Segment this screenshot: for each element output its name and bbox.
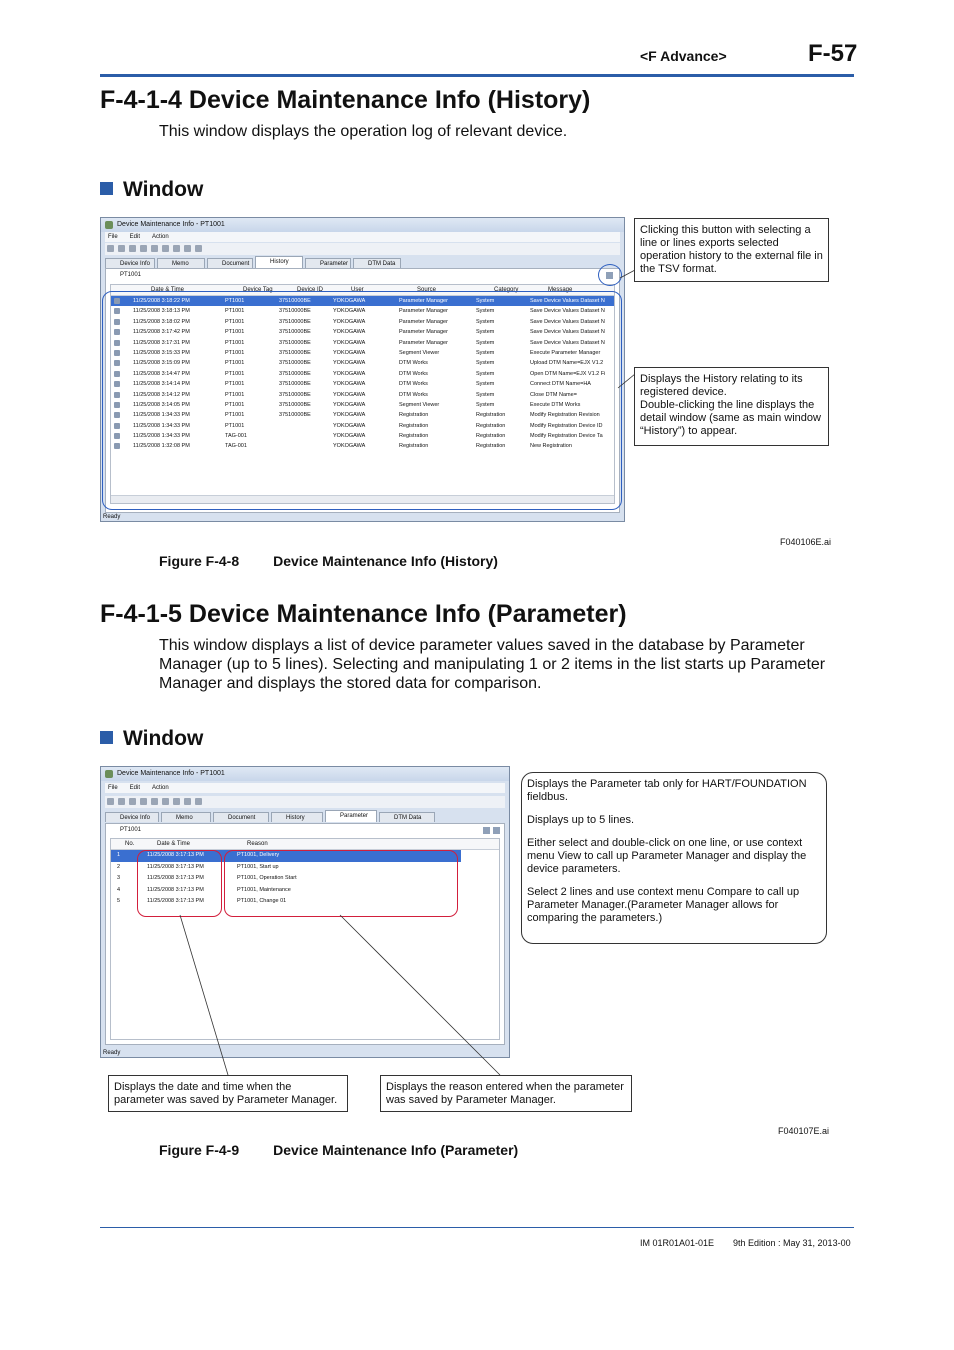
table-cell: 11/25/2008 3:17:31 PM	[133, 339, 190, 346]
column-header[interactable]: Device ID	[297, 287, 324, 293]
copy-icon[interactable]	[173, 798, 180, 805]
table-cell: System	[476, 391, 495, 398]
menu-edit[interactable]: Edit	[129, 234, 141, 240]
tab-dtm-data[interactable]: DTM Data	[353, 258, 401, 268]
callout-line: Either select and double-click on one line, or use context menu View to call up Parameter Manager and display the device parameters.	[527, 837, 807, 875]
table-cell: 11/25/2008 3:17:13 PM	[147, 886, 204, 893]
table-cell: YOKOGAWA	[333, 329, 366, 336]
tab-parameter[interactable]: Parameter	[305, 258, 351, 268]
table-cell: 11/25/2008 1:34:33 PM	[133, 412, 190, 419]
table-cell: 11/25/2008 1:34:33 PM	[133, 422, 190, 429]
callout-history-rows: Displays the History relating to its registered device. Double-clicking the line displays the detail window (same as main window “History”) to appear.	[634, 367, 829, 446]
window-heading-history: Window	[100, 178, 203, 202]
table-cell: Modify Registration Revision	[530, 412, 600, 419]
table-cell: System	[476, 381, 495, 388]
table-cell: YOKOGAWA	[333, 422, 366, 429]
properties-icon[interactable]	[162, 245, 169, 252]
header-rule	[100, 74, 854, 77]
table-cell: Registration	[476, 433, 506, 440]
tab-dtm-data[interactable]: DTM Data	[379, 812, 435, 822]
save-icon[interactable]	[107, 245, 114, 252]
column-header[interactable]: Message	[548, 287, 573, 293]
table-cell: Modify Registration Device ID	[530, 422, 603, 429]
menu-bar	[105, 783, 505, 793]
table-cell: YOKOGAWA	[333, 298, 366, 304]
table-cell: Save Device Values Dataset N	[530, 339, 605, 346]
table-cell: YOKOGAWA	[333, 370, 366, 377]
callout-parameter	[521, 772, 827, 944]
callout-date: Displays the date and time when the parameter was saved by Parameter Manager.	[108, 1075, 348, 1112]
table-cell: PT1001, Operation Start	[237, 875, 297, 882]
column-header[interactable]: Category	[494, 287, 519, 293]
network-icon[interactable]	[195, 798, 202, 805]
column-header[interactable]: Date & Time	[157, 841, 191, 847]
table-cell: Parameter Manager	[399, 318, 448, 325]
callout-line: Displays up to 5 lines.	[527, 814, 634, 826]
table-cell: 11/25/2008 3:17:13 PM	[147, 852, 204, 858]
new-icon[interactable]	[118, 798, 125, 805]
table-cell: PT1001	[225, 360, 245, 367]
toolbar	[105, 243, 620, 255]
table-cell: YOKOGAWA	[333, 308, 366, 315]
table-cell: 3	[117, 875, 121, 882]
table-cell: YOKOGAWA	[333, 443, 366, 450]
caption-title: Device Maintenance Info (Parameter)	[273, 1142, 519, 1158]
column-header[interactable]: Source	[417, 287, 437, 293]
table-cell: Parameter Manager	[399, 329, 448, 336]
table-cell: PT1001, Delivery	[237, 852, 280, 858]
table-cell: Registration	[399, 433, 429, 440]
window-title: Device Maintenance Info - PT1001	[117, 770, 225, 777]
table-cell: YOKOGAWA	[333, 381, 366, 388]
table-cell: 1	[117, 852, 121, 858]
app-icon	[105, 221, 113, 229]
tab-strip	[105, 257, 620, 268]
callout-reason: Displays the reason entered when the parameter was saved by Parameter Manager.	[380, 1075, 632, 1112]
table-cell: YOKOGAWA	[333, 412, 366, 419]
table-cell: Registration	[476, 412, 506, 419]
table-cell: PT1001	[225, 308, 245, 315]
figure-id: F040107E.ai	[778, 1126, 830, 1136]
table-cell: DTM Works	[399, 391, 428, 398]
table-cell: DTM Works	[399, 370, 428, 377]
window-titlebar[interactable]	[101, 218, 624, 232]
device-tag-label: PT1001	[120, 827, 142, 833]
table-cell: YOKOGAWA	[333, 401, 366, 408]
section-intro-parameter: This window displays a list of device parameter values saved in the database by Parameter Manager (up to 5 lines). Selecting and manipulating 1 or 2 items in the list starts up Parameter Manager and displays the stored data for comparison.	[159, 637, 826, 692]
table-cell: System	[476, 329, 495, 336]
menu-file[interactable]: File	[108, 234, 118, 240]
table-cell: System	[476, 360, 495, 367]
table-cell: Save Device Values Dataset N	[530, 318, 605, 325]
section-title-parameter: F-4-1-5 Device Maintenance Info (Parameter)	[100, 600, 627, 628]
table-cell: Parameter Manager	[399, 298, 448, 304]
table-cell: 11/25/2008 3:14:05 PM	[133, 401, 190, 408]
table-cell: PT1001	[225, 329, 245, 336]
table-cell: Parameter Manager	[399, 339, 448, 346]
table-cell: Save Device Values Dataset N	[530, 298, 605, 304]
table-cell: 37510000BE	[279, 391, 311, 398]
table-cell: Registration	[399, 412, 429, 419]
column-header[interactable]: Date & Time	[151, 287, 185, 293]
edition: 9th Edition : May 31, 2013-00	[733, 1238, 851, 1248]
table-cell: PT1001	[225, 349, 245, 356]
edit-icon[interactable]	[129, 798, 136, 805]
properties-icon[interactable]	[162, 798, 169, 805]
table-cell: PT1001, Change 01	[237, 898, 287, 905]
new-icon[interactable]	[118, 245, 125, 252]
caption-label: Figure F-4-9	[159, 1142, 240, 1158]
column-header[interactable]: Reason	[247, 841, 268, 847]
table-cell: System	[476, 401, 495, 408]
doc-id: IM 01R01A01-01E	[640, 1238, 715, 1248]
table-cell: PT1001	[225, 381, 245, 388]
table-cell: PT1001	[225, 318, 245, 325]
table-cell: Parameter Manager	[399, 308, 448, 315]
table-cell: PT1001, Maintenance	[237, 886, 291, 893]
table-cell: Save Device Values Dataset N	[530, 329, 605, 336]
table-cell: 11/25/2008 3:17:13 PM	[147, 898, 204, 905]
table-cell: 37510000BE	[279, 370, 311, 377]
history-rows-highlight	[102, 291, 622, 510]
callout-export: Clicking this button with selecting a line or lines exports selected operation history to the external file in the TSV format.	[634, 218, 829, 282]
table-cell: 11/25/2008 1:34:33 PM	[133, 433, 190, 440]
table-cell: System	[476, 370, 495, 377]
table-cell: YOKOGAWA	[333, 360, 366, 367]
table-cell: 11/25/2008 3:17:42 PM	[133, 329, 190, 336]
export-icon[interactable]	[493, 827, 500, 834]
table-cell: Segment Viewer	[399, 349, 440, 356]
compare-icon[interactable]	[483, 827, 490, 834]
table-cell: Execute DTM Works	[530, 401, 581, 408]
status-bar: Ready	[103, 1050, 121, 1056]
table-cell: YOKOGAWA	[333, 391, 366, 398]
table-cell: Modify Registration Device Ta	[530, 433, 603, 440]
table-cell: Save Device Values Dataset N	[530, 308, 605, 315]
table-cell: PT1001	[225, 412, 245, 419]
tab-device-info[interactable]: Device Info	[105, 258, 155, 268]
table-cell: DTM Works	[399, 360, 428, 367]
table-cell: System	[476, 339, 495, 346]
network-icon[interactable]	[195, 245, 202, 252]
table-cell: 37510000BE	[279, 381, 311, 388]
table-cell: Close DTM Name=	[530, 391, 577, 398]
delete-icon[interactable]	[140, 798, 147, 805]
table-cell: YOKOGAWA	[333, 339, 366, 346]
table-cell: 37510000BE	[279, 308, 311, 315]
figure-id: F040106E.ai	[780, 537, 832, 547]
footer-rule	[100, 1227, 854, 1228]
table-cell: 11/25/2008 3:17:13 PM	[147, 863, 204, 870]
device-row	[106, 269, 619, 281]
table-cell: 11/25/2008 3:17:13 PM	[147, 875, 204, 882]
table-cell: 11/25/2008 3:15:09 PM	[133, 360, 190, 367]
menu-file[interactable]: File	[108, 785, 118, 791]
section-intro-history: This window displays the operation log of relevant device.	[159, 123, 568, 140]
table-cell: Segment Viewer	[399, 401, 440, 408]
table-cell: YOKOGAWA	[333, 318, 366, 325]
table-cell: Upload DTM Name=EJX V1.2	[530, 360, 604, 367]
table-cell: YOKOGAWA	[333, 349, 366, 356]
menu-edit[interactable]: Edit	[129, 785, 141, 791]
save-icon[interactable]	[107, 798, 114, 805]
edit-icon[interactable]	[129, 245, 136, 252]
table-cell: 11/25/2008 3:18:13 PM	[133, 308, 190, 315]
table-cell: System	[476, 349, 495, 356]
table-cell: 11/25/2008 3:15:33 PM	[133, 349, 190, 356]
table-cell: New Registration	[530, 443, 572, 450]
table-cell: Registration	[476, 443, 506, 450]
tab-strip	[105, 811, 505, 822]
table-cell: System	[476, 318, 495, 325]
menu-bar	[105, 232, 620, 242]
tab-history[interactable]: History	[255, 256, 303, 268]
tab-document[interactable]: Document	[213, 812, 269, 822]
table-cell: 37510000BE	[279, 339, 311, 346]
table-cell: 11/25/2008 3:14:12 PM	[133, 391, 190, 398]
print-icon[interactable]	[184, 798, 191, 805]
status-bar: Ready	[103, 514, 121, 520]
tab-memo[interactable]: Memo	[157, 258, 205, 268]
table-cell: 2	[117, 863, 121, 870]
grid-header	[111, 839, 499, 850]
figure-caption	[159, 553, 498, 569]
window-title: Device Maintenance Info - PT1001	[117, 221, 225, 228]
tab-parameter[interactable]: Parameter	[325, 810, 377, 822]
app-icon	[105, 770, 113, 778]
menu-action[interactable]: Action	[152, 785, 169, 791]
table-cell: 11/25/2008 3:14:47 PM	[133, 370, 190, 377]
tool-icon[interactable]	[151, 245, 158, 252]
table-cell: PT1001	[225, 401, 245, 408]
window-titlebar[interactable]	[101, 767, 509, 781]
tab-history[interactable]: History	[271, 812, 323, 822]
tool-icon[interactable]	[151, 798, 158, 805]
table-cell: 11/25/2008 3:14:14 PM	[133, 381, 190, 388]
table-cell: 4	[117, 886, 121, 893]
column-header[interactable]: No.	[125, 841, 135, 847]
table-cell: Execute Parameter Manager	[530, 349, 601, 356]
menu-action[interactable]: Action	[152, 234, 169, 240]
callout-line: Select 2 lines and use context menu Compare to call up Parameter Manager.(Parameter Manager allows for comparing the parameters.)	[527, 886, 800, 924]
table-cell: 37510000BE	[279, 349, 311, 356]
column-header[interactable]: User	[351, 287, 364, 293]
section-label: <F Advance>	[640, 48, 727, 64]
table-cell: 11/25/2008 1:32:08 PM	[133, 443, 190, 450]
table-cell: PT1001	[225, 422, 245, 429]
copy-icon[interactable]	[173, 245, 180, 252]
table-cell: Registration	[399, 443, 429, 450]
table-cell: Registration	[399, 422, 429, 429]
callout-leaders-parameter	[170, 905, 530, 1080]
tab-device-info[interactable]: Device Info	[105, 812, 159, 822]
square-bullet-icon	[100, 731, 113, 744]
table-cell: 11/25/2008 3:18:02 PM	[133, 318, 190, 325]
toolbar	[105, 796, 505, 808]
device-tag-label: PT1001	[120, 272, 142, 278]
caption-title: Device Maintenance Info (History)	[273, 553, 498, 569]
print-icon[interactable]	[184, 245, 191, 252]
delete-icon[interactable]	[140, 245, 147, 252]
table-cell: 37510000BE	[279, 329, 311, 336]
table-cell: 37510000BE	[279, 401, 311, 408]
tab-document[interactable]: Document	[207, 258, 253, 268]
table-cell: 5	[117, 898, 121, 905]
table-cell: 11/25/2008 3:18:22 PM	[133, 298, 190, 304]
tab-memo[interactable]: Memo	[161, 812, 211, 822]
device-row	[106, 824, 504, 836]
table-cell: PT1001	[225, 370, 245, 377]
table-cell: 37510000BE	[279, 298, 311, 304]
table-cell: PT1001	[225, 391, 245, 398]
table-cell: PT1001	[225, 339, 245, 346]
page-number: F-57	[808, 40, 858, 67]
table-cell: System	[476, 298, 495, 304]
table-cell: PT1001, Start up	[237, 863, 279, 870]
callout-line: Displays the Parameter tab only for HART/FOUNDATION fieldbus.	[527, 778, 807, 803]
table-cell: 37510000BE	[279, 360, 311, 367]
caption-label: Figure F-4-8	[159, 553, 240, 569]
figure-caption	[159, 1142, 518, 1158]
table-cell: 37510000BE	[279, 318, 311, 325]
table-cell: Connect DTM Name=HA	[530, 381, 591, 388]
column-header[interactable]: Device Tag	[243, 287, 273, 293]
table-cell: TAG-001	[225, 433, 247, 440]
table-cell: Open DTM Name=EJX V1.2 Fi	[530, 370, 606, 377]
table-cell: TAG-001	[225, 443, 247, 450]
table-cell: System	[476, 308, 495, 315]
window-heading-parameter: Window	[100, 727, 203, 751]
table-cell: DTM Works	[399, 381, 428, 388]
table-cell: YOKOGAWA	[333, 433, 366, 440]
section-title-history: F-4-1-4 Device Maintenance Info (History)	[100, 86, 591, 114]
table-cell: 37510000BE	[279, 412, 311, 419]
table-cell: PT1001	[225, 298, 245, 304]
square-bullet-icon	[100, 182, 113, 195]
table-cell: Registration	[476, 422, 506, 429]
